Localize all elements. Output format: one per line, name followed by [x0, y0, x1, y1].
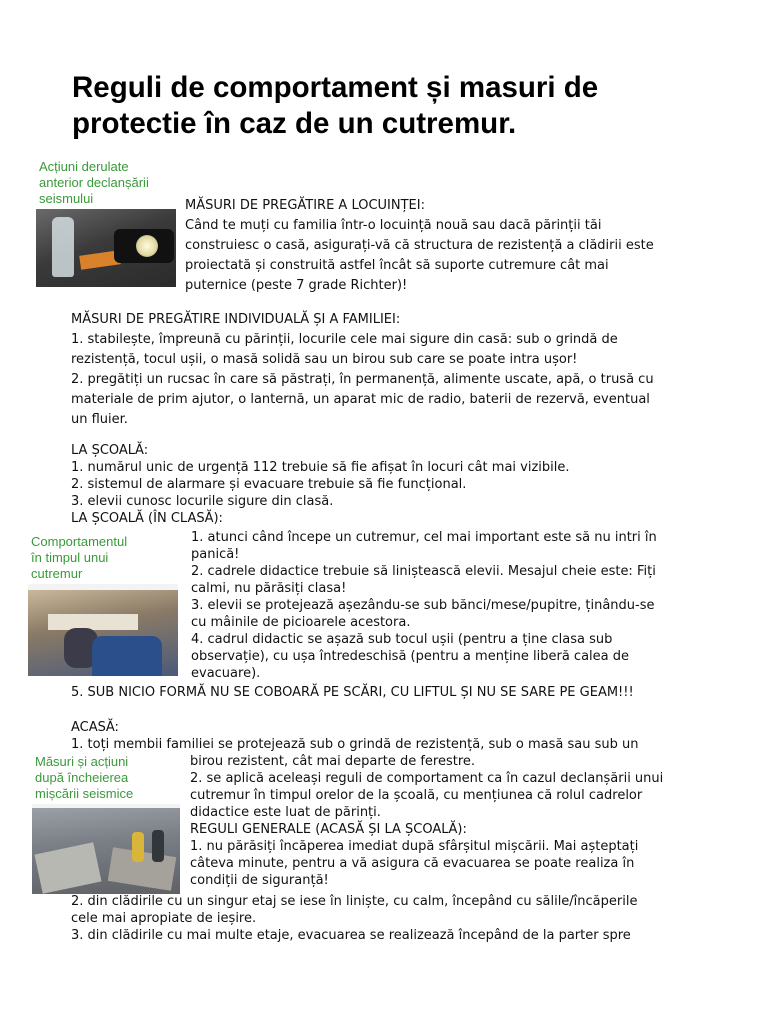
- text-line: un fluier.: [71, 412, 128, 427]
- text-line: 1. nu părăsiți încăperea imediat după sfârșitul mișcării. Mai așteptați: [190, 839, 639, 854]
- text-line: 1. stabilește, împreună cu părinții, locurile cele mai sigure din casă: sub o grindă de: [71, 332, 618, 347]
- text-line: observație), cu ușa întredeschisă (pentru a menține liberă calea de: [191, 649, 629, 664]
- text-line: 2. se aplică aceleași reguli de comportament ca în cazul declanșării unui: [190, 771, 664, 786]
- text-line: 3. din clădirile cu mai multe etaje, evacuarea se realizează începând de la parter spre: [71, 928, 631, 943]
- text-line: birou rezistent, cât mai departe de ferestre.: [190, 754, 476, 769]
- water-bottle-shape: [52, 217, 74, 277]
- text-line: construiesc o casă, asigurați-vă că structura de rezistență a clădirii este: [185, 238, 654, 253]
- text-line: 1. numărul unic de urgență 112 trebuie să fie afișat în locuri cât mai vizibile.: [71, 460, 570, 475]
- text-line: 1. toți membii familiei se protejează sub o grindă de rezistență, sub o masă sau sub un: [71, 737, 639, 752]
- text-line: cele mai apropiate de ieșire.: [71, 911, 257, 926]
- section-heading: MĂSURI DE PREGĂTIRE INDIVIDUALĂ ȘI A FAMILIEI:: [71, 312, 401, 327]
- section-heading: MĂSURI DE PREGĂTIRE A LOCUINȚEI:: [185, 198, 425, 213]
- chair-shape: [92, 636, 162, 676]
- text-line: câteva minute, pentru a vă asigura că evacuarea se poate realiza în: [190, 856, 635, 871]
- section-locuinta: [185, 196, 654, 296]
- caption-line: Acțiuni derulate: [39, 159, 129, 174]
- caption-line: Comportamentul: [31, 534, 128, 549]
- caption-line: seismului: [39, 191, 94, 206]
- caption-line: după încheierea: [35, 770, 129, 785]
- text-line: 2. pregătiți un rucsac în care să păstrați, în permanență, alimente uscate, apă, o trusă cu: [71, 372, 654, 387]
- text-line: 2. din clădirile cu un singur etaj se iese în liniște, cu calm, începând cu sălile/încăperile: [71, 894, 638, 909]
- text-line: panică!: [191, 547, 240, 562]
- section-acasa: [71, 719, 638, 753]
- panel-caption: [32, 752, 180, 804]
- section-scoala: [71, 442, 570, 527]
- text-line: didactice este luat de părinți.: [190, 805, 381, 820]
- text-line: 2. cadrele didactice trebuie să liniștească elevii. Mesajul cheie este: Fiți: [191, 564, 656, 579]
- text-line: puternice (peste 7 grade Richter)!: [185, 278, 408, 293]
- text-line: proiectată și construită astfel încât să suporte cutremure cât mai: [185, 258, 609, 273]
- rule-5-warning: 5. SUB NICIO FORMĂ NU SE COBOARĂ PE SCĂRI, CU LIFTUL ȘI NU SE SARE PE GEAM!!!: [71, 685, 634, 700]
- rescuer-shape: [152, 830, 164, 862]
- image-after-earthquake: [32, 752, 180, 894]
- text-line: materiale de prim ajutor, o lanternă, un aparat mic de radio, baterii de rezervă, eventual: [71, 392, 650, 407]
- caption-line: cutremur: [31, 566, 83, 581]
- title-line-1: Reguli de comportament și masuri de: [72, 71, 599, 104]
- section-acasa-tail: [71, 893, 637, 944]
- section-acasa-indented: [190, 753, 663, 889]
- rescuer-shape: [132, 832, 144, 862]
- section-clasa: [191, 529, 657, 682]
- panel-caption: [36, 157, 176, 209]
- title-line-2: protectie în caz de un cutremur.: [72, 107, 517, 140]
- section-heading: ACASĂ:: [71, 720, 119, 735]
- text-line: 2. sistemul de alarmare și evacuare trebuie să fie funcțional.: [71, 477, 467, 492]
- text-line: 4. cadrul didactic se așază sub tocul ușii (pentru a ține clasa sub: [191, 632, 613, 647]
- text-line: calmi, nu părăsiți clasa!: [191, 581, 347, 596]
- page-title: [72, 70, 732, 142]
- text-line: evacuare).: [191, 666, 261, 681]
- text-line: cutremur în timpul orelor de la școală, cu mențiunea că rolul cadrelor: [190, 788, 643, 803]
- text-line: cu mâinile de picioarele acestora.: [191, 615, 411, 630]
- desk-shape: [48, 614, 138, 630]
- text-line: 1. atunci când începe un cutremur, cel mai important este să nu intri în: [191, 530, 657, 545]
- section-individuala: [71, 310, 654, 430]
- text-line: 3. elevii cunosc locurile sigure din clasă.: [71, 494, 334, 509]
- panel-caption: [28, 532, 178, 584]
- flashlight-lens-shape: [136, 235, 158, 257]
- text-line: condiții de siguranță!: [190, 873, 329, 888]
- caption-line: Măsuri și acțiuni: [35, 754, 129, 769]
- section-heading: LA ȘCOALĂ:: [71, 443, 149, 458]
- image-preparation-flashlight: [36, 157, 176, 287]
- section-heading: LA ȘCOALĂ (ÎN CLASĂ):: [71, 511, 223, 526]
- caption-line: mișcării seismice: [35, 786, 134, 801]
- caption-line: anterior declanșării: [39, 175, 149, 190]
- text-line: 3. elevii se protejează așezându-se sub bănci/mese/pupitre, ținându-se: [191, 598, 655, 613]
- image-classroom-behaviour: [28, 532, 178, 676]
- caption-line: în timpul unui: [31, 550, 109, 565]
- text-line: rezistență, tocul ușii, o masă solidă sau un birou sub care se poate intra ușor!: [71, 352, 578, 367]
- section-heading: REGULI GENERALE (ACASĂ ȘI LA ȘCOALĂ):: [190, 822, 467, 837]
- text-line: Când te muți cu familia într-o locuință nouă sau dacă părinții tăi: [185, 218, 602, 233]
